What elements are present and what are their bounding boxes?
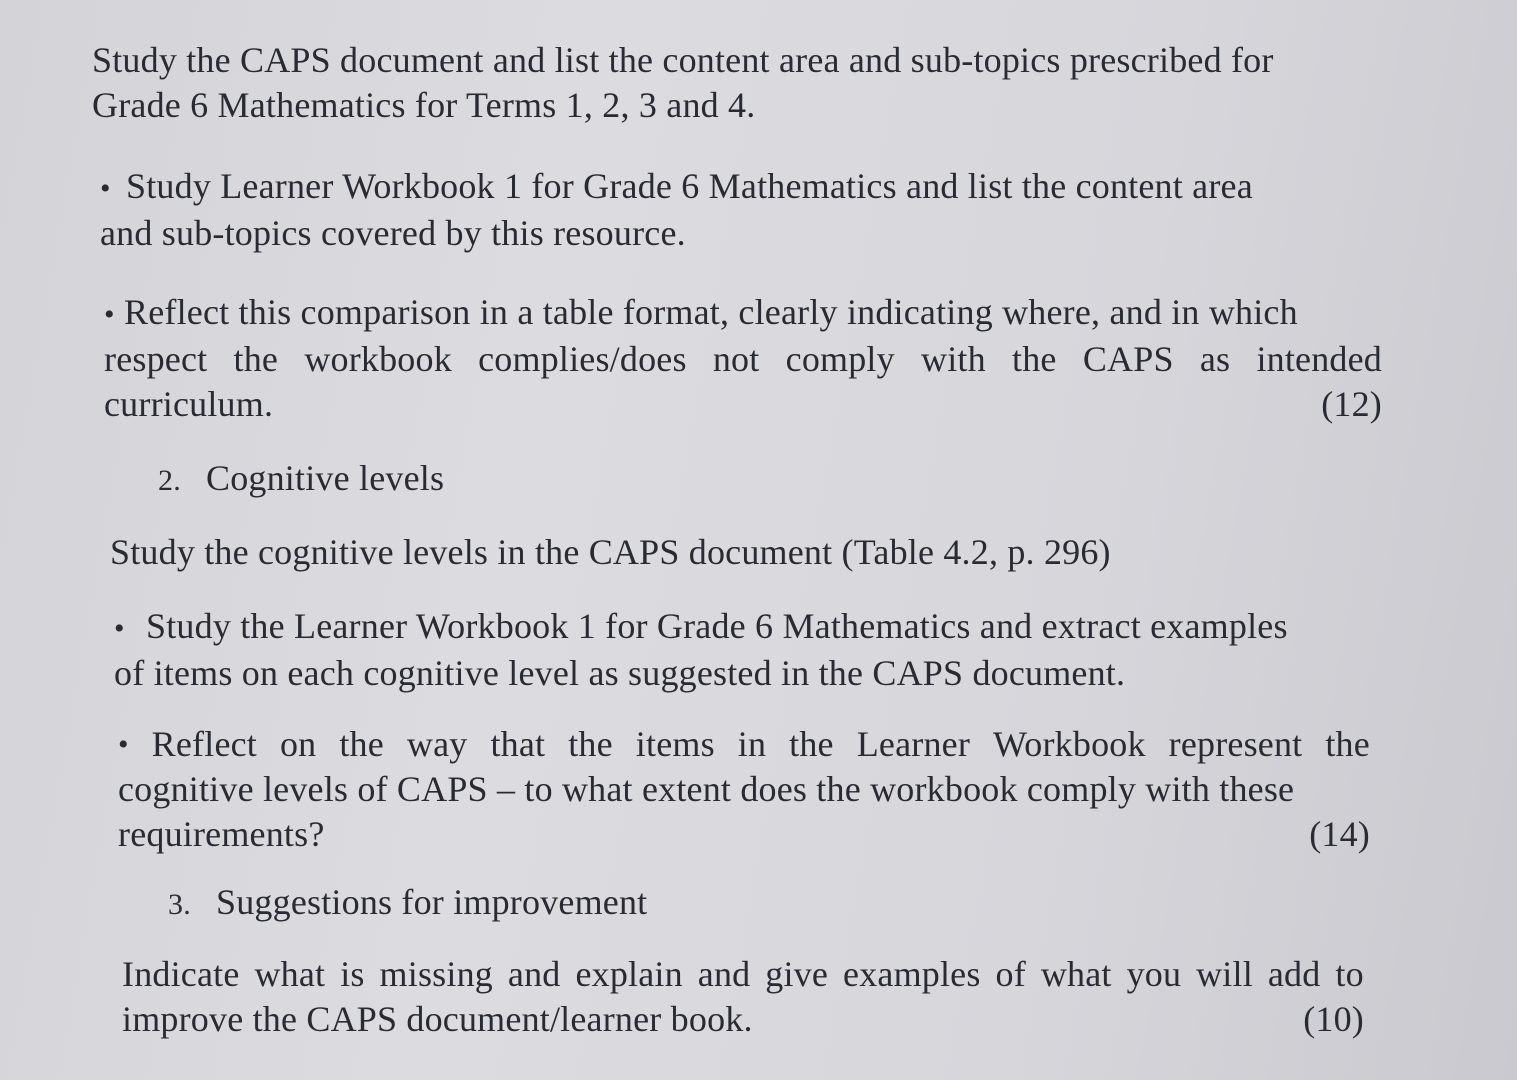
section-3-title: Suggestions for improvement (216, 882, 648, 922)
bullet-comparison-table (104, 290, 1382, 427)
intro-paragraph (92, 38, 1392, 128)
bullet-2-line-2: respect the workbook complies/does not comply with the CAPS as intended (104, 339, 1382, 379)
bullet-1-line-2: and sub-topics covered by this resource. (100, 213, 686, 253)
bullet-4-line-1: • Reflect on the way that the items in the Learner Workbook represent the (118, 722, 1370, 767)
marks-10: (10) (1303, 999, 1364, 1039)
section-3-line-1: Indicate what is missing and explain and give examples of what you will add to (122, 954, 1364, 994)
bullet-workbook-content (100, 164, 1390, 256)
marks-12: (12) (1321, 384, 1382, 424)
intro-line-2: Grade 6 Mathematics for Terms 1, 2, 3 and 4. (92, 85, 756, 125)
bullet-2-line-3: curriculum. (104, 384, 274, 424)
bullet-1-line-1: Study Learner Workbook 1 for Grade 6 Mathematics and list the content area (126, 166, 1253, 206)
bullet-3-line-2: of items on each cognitive level as suggested in the CAPS document. (114, 653, 1126, 693)
bullet-icon: • (114, 612, 125, 645)
intro-line-1: Study the CAPS document and list the content area and sub-topics prescribed for (92, 40, 1274, 80)
bullet-3-line-1: Study the Learner Workbook 1 for Grade 6 Mathematics and extract examples (146, 606, 1288, 646)
bullet-2-line-1: Reflect this comparison in a table format, clearly indicating where, and in which (124, 292, 1298, 332)
bullet-4-line-2: cognitive levels of CAPS – to what extent does the workbook comply with these (118, 769, 1295, 809)
bullet-icon: • (104, 298, 115, 331)
section-3-line-2: improve the CAPS document/learner book. (122, 999, 753, 1039)
bullet-icon: • (118, 728, 129, 761)
section-2-number: 2. (158, 464, 181, 497)
bullet-extract-examples (114, 604, 1376, 696)
section-3-body (122, 952, 1364, 1042)
bullet-4-line-3: requirements? (118, 814, 325, 854)
bullet-icon: • (100, 172, 111, 205)
bullet-reflect-cognitive (118, 722, 1370, 857)
section-3-number: 3. (168, 888, 191, 921)
section-2-intro (110, 530, 1310, 575)
marks-14: (14) (1309, 814, 1370, 854)
section-2-intro-line: Study the cognitive levels in the CAPS document (Table 4.2, p. 296) (110, 532, 1111, 572)
section-3-heading (168, 880, 647, 927)
section-2-heading (158, 456, 444, 503)
section-2-title: Cognitive levels (206, 458, 445, 498)
